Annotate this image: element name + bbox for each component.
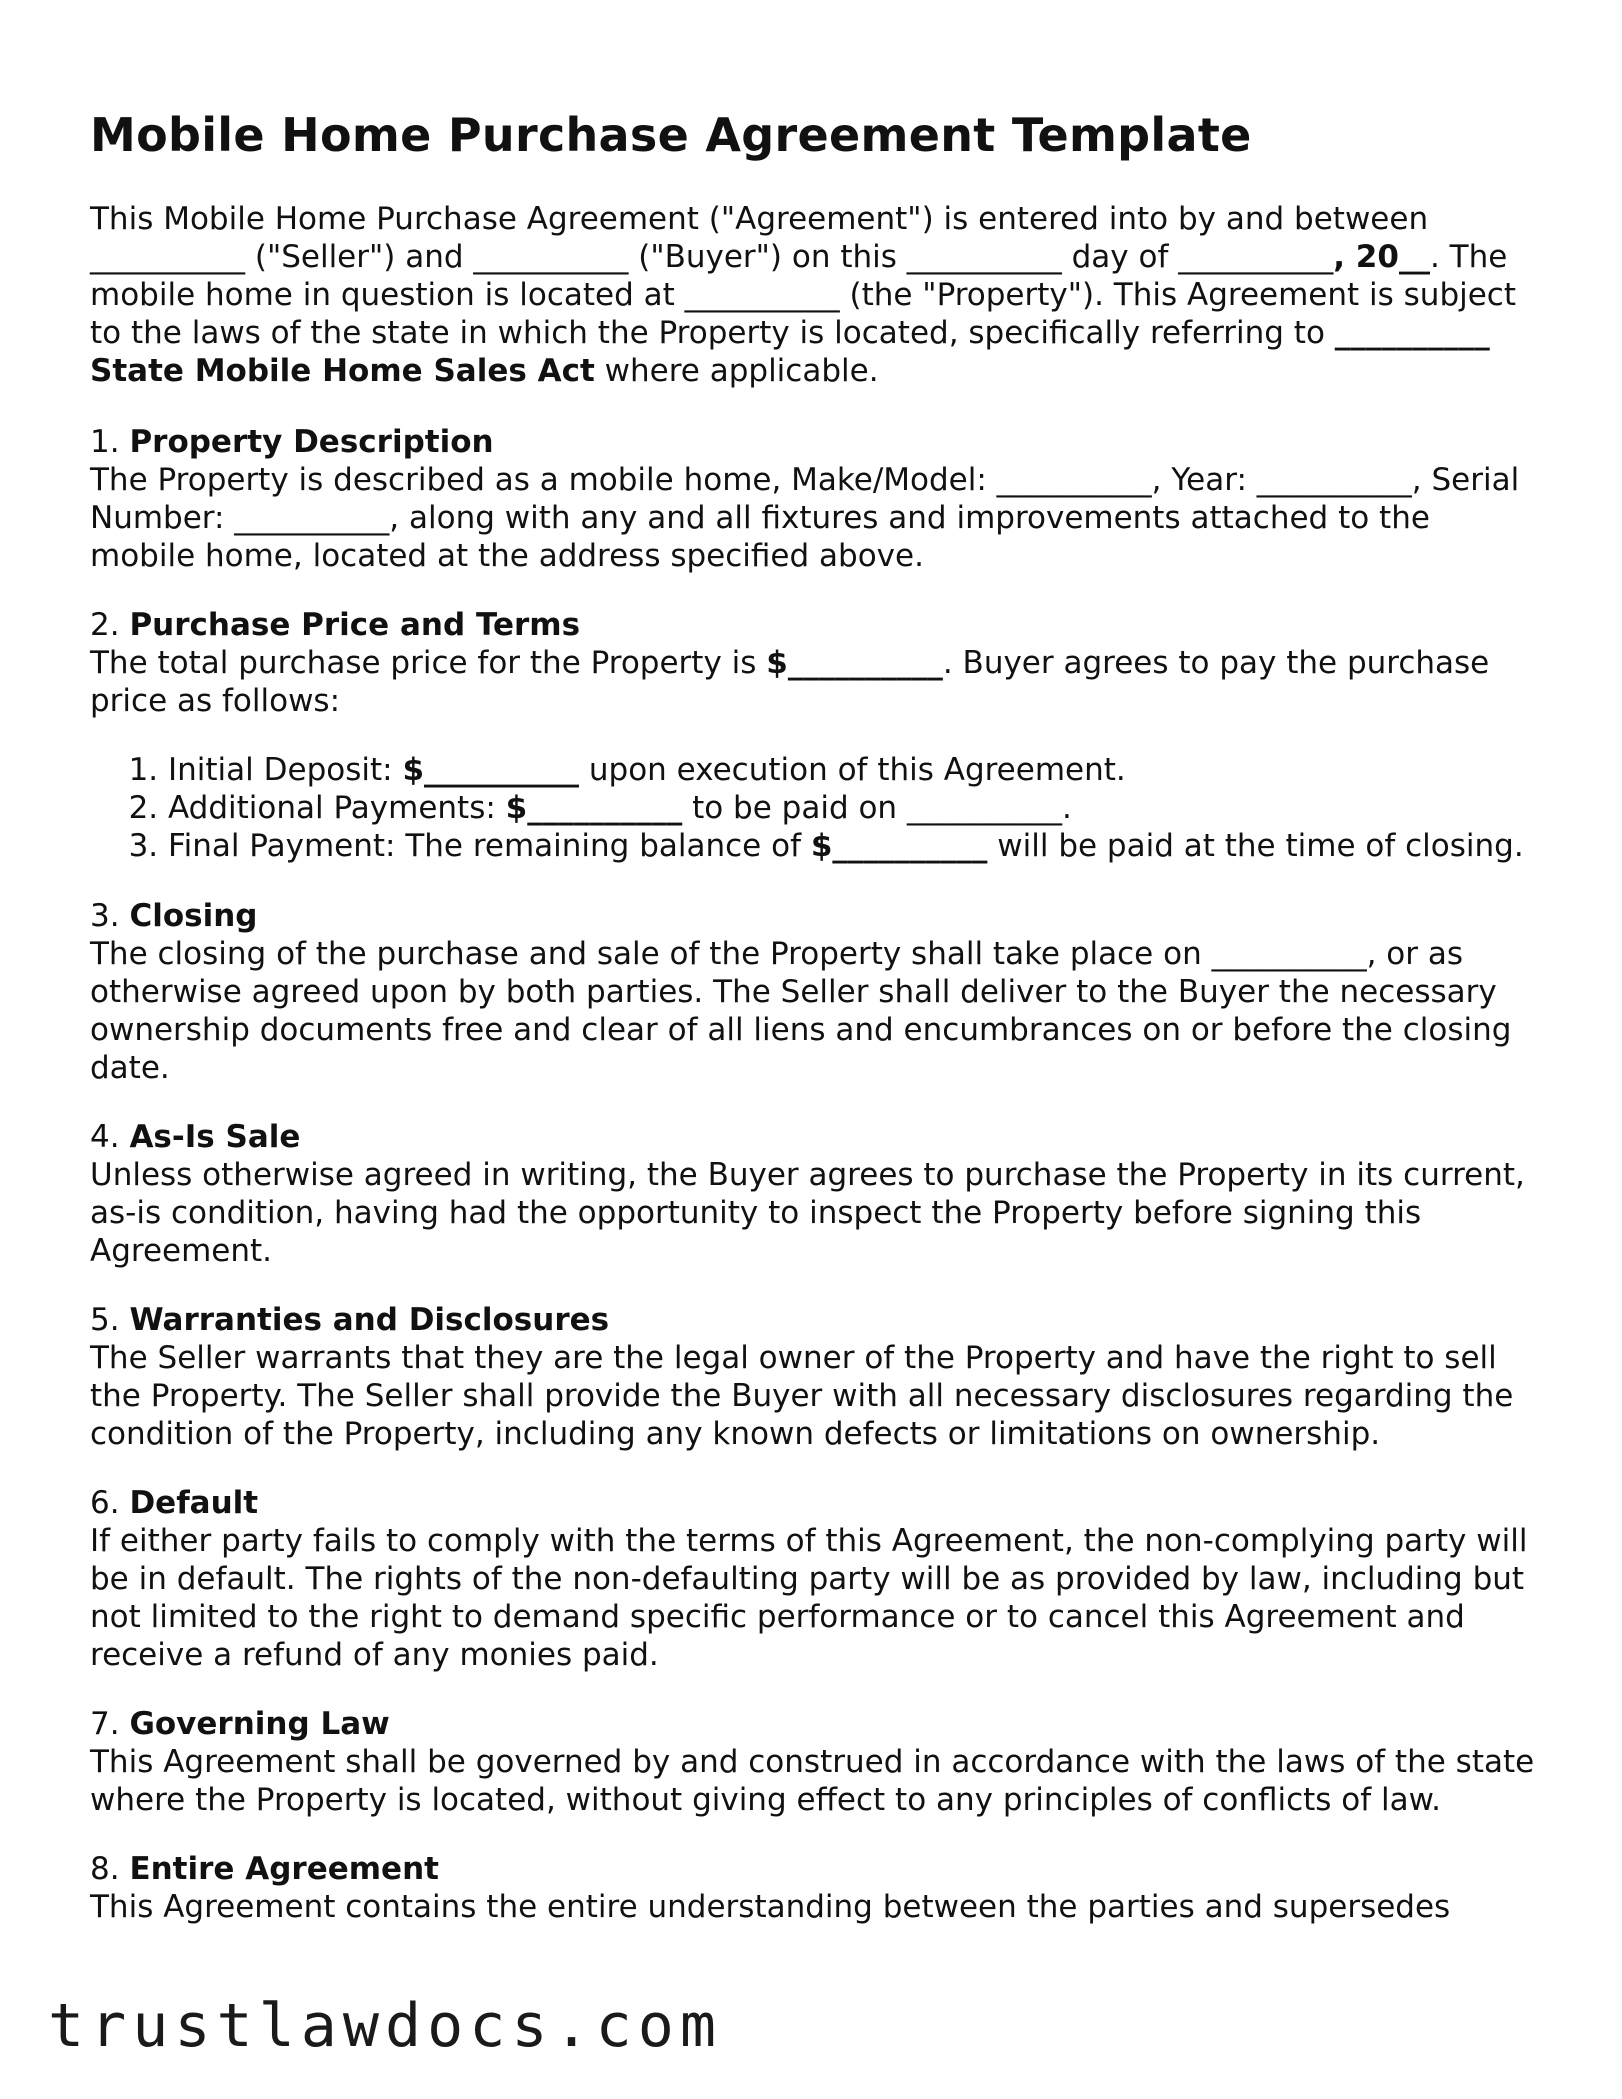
section-entire-agreement (90, 1850, 1540, 1926)
intro-act-name: __________ State Mobile Home Sales Act (90, 315, 1490, 389)
amount-blank: $__________ (402, 752, 580, 788)
section-number: 2. (90, 607, 130, 643)
price-text-1: The total purchase price for the Property is (90, 645, 767, 681)
section-title: Purchase Price and Terms (129, 607, 581, 643)
list-item (168, 789, 1540, 827)
section-body: This Agreement shall be governed by and construed in accordance with the laws of the state where the Property is located, without giving effect to any principles of conflicts of law. (90, 1744, 1535, 1818)
section-number: 8. (90, 1851, 130, 1887)
item-text: to be paid on __________. (682, 790, 1072, 826)
section-heading (90, 1850, 1540, 1888)
section-body: The Seller warrants that they are the legal owner of the Property and have the right to sell the Property. The Seller shall provide the Buyer with all necessary disclosures regarding the condition of the Property, including any known defects or limitations on ownership. (90, 1340, 1514, 1452)
section-body (90, 644, 1540, 720)
document-page (90, 108, 1540, 1957)
price-text-2: . Buyer agrees to pay the purchase price as follows: (90, 645, 1490, 719)
section-number: 5. (90, 1302, 130, 1338)
section-number: 6. (90, 1485, 130, 1521)
section-body: If either party fails to comply with the terms of this Agreement, the non-complying party will be in default. The rights of the non-defaulting party will be as provided by law, including but not limited to the right to demand specific performance or to cancel this Agreement and receive a refund of any monies paid. (90, 1523, 1528, 1673)
list-item (168, 751, 1540, 789)
section-property-description (90, 423, 1540, 575)
section-heading (90, 423, 1540, 461)
item-text: Initial Deposit: (168, 752, 403, 788)
section-title: Warranties and Disclosures (129, 1302, 610, 1338)
section-number: 1. (90, 424, 130, 460)
section-number: 7. (90, 1706, 130, 1742)
intro-paragraph (90, 200, 1540, 390)
section-default (90, 1484, 1540, 1674)
section-number: 4. (90, 1119, 130, 1155)
intro-text-2: . The mobile home in question is located at __________ (the "Property"). This Agreement is subject to the laws of the state in which the Property is located, specifically referring to (90, 239, 1516, 351)
item-text: will be paid at the time of closing. (987, 828, 1524, 864)
item-text: Final Payment: The remaining balance of (168, 828, 811, 864)
section-title: As-Is Sale (129, 1119, 301, 1155)
section-title: Governing Law (129, 1706, 390, 1742)
section-body: The closing of the purchase and sale of the Property shall take place on __________, or as otherwise agreed upon by both parties. The Seller shall deliver to the Buyer the necessary ownership documents free and clear of all liens and encumbrances on or before the closing date. (90, 936, 1512, 1086)
section-closing (90, 897, 1540, 1087)
section-title: Property Description (129, 424, 494, 460)
section-body: This Agreement contains the entire understanding between the parties and supersedes (90, 1889, 1451, 1925)
section-heading (90, 1705, 1540, 1743)
site-watermark: trustlawdocs.com (48, 1991, 722, 2061)
list-item (168, 827, 1540, 865)
section-warranties (90, 1301, 1540, 1453)
section-purchase-price (90, 606, 1540, 865)
section-number: 3. (90, 898, 130, 934)
intro-text-3: where applicable. (594, 353, 879, 389)
amount-blank: $__________ (810, 828, 988, 864)
section-body: Unless otherwise agreed in writing, the Buyer agrees to purchase the Property in its current, as-is condition, having had the opportunity to inspect the Property before signing this Agreement. (90, 1157, 1525, 1269)
section-body: The Property is described as a mobile home, Make/Model: __________, Year: __________, Serial Number: __________, along with any and all fixtures and improvements attached to the mobile home, located at the address specified above. (90, 462, 1520, 574)
section-heading (90, 606, 1540, 644)
item-text: Additional Payments: (168, 790, 506, 826)
section-governing-law (90, 1705, 1540, 1819)
section-title: Default (129, 1485, 259, 1521)
section-heading (90, 897, 1540, 935)
price-blank: $__________ (766, 645, 943, 681)
intro-year-blank: , 20__ (1333, 239, 1430, 275)
section-title: Entire Agreement (129, 1851, 439, 1887)
section-title: Closing (129, 898, 258, 934)
payment-list (90, 751, 1540, 865)
section-as-is-sale (90, 1118, 1540, 1270)
amount-blank: $__________ (505, 790, 683, 826)
section-heading (90, 1484, 1540, 1522)
intro-text-1: This Mobile Home Purchase Agreement ("Agreement") is entered into by and between __________ ("Seller") and __________ ("Buyer") on this __________ day of __________ (90, 201, 1429, 275)
section-heading (90, 1118, 1540, 1156)
item-text: upon execution of this Agreement. (579, 752, 1126, 788)
section-heading (90, 1301, 1540, 1339)
document-title: Mobile Home Purchase Agreement Template (90, 108, 1252, 162)
